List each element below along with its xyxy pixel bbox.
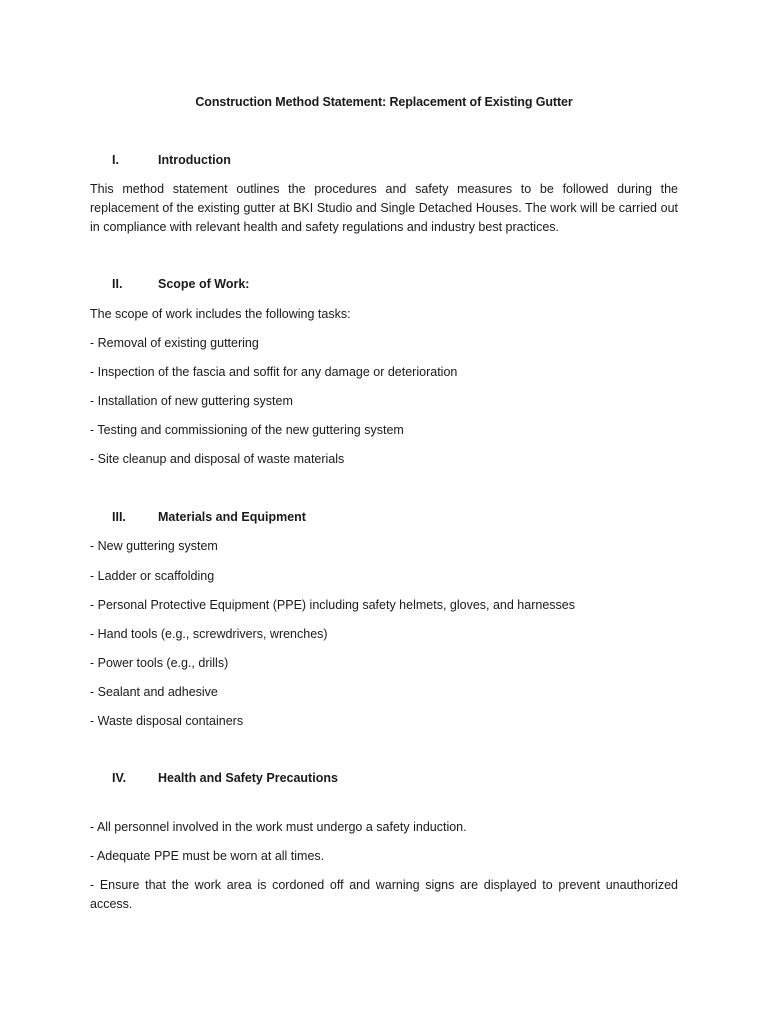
list-item: - New guttering system <box>90 539 218 553</box>
section-heading-introduction <box>112 151 231 169</box>
document-title: Construction Method Statement: Replacement of Existing Gutter <box>195 95 573 109</box>
list-item: - Ladder or scaffolding <box>90 569 215 583</box>
section-heading-materials <box>112 508 306 526</box>
section-heading-scope <box>112 275 249 293</box>
list-item: - Hand tools (e.g., screwdrivers, wrenches) <box>90 627 328 641</box>
list-item: - Adequate PPE must be worn at all times. <box>90 849 325 863</box>
list-item: - All personnel involved in the work must undergo a safety induction. <box>90 820 467 834</box>
section-number: II. <box>112 277 123 291</box>
introduction-paragraph: This method statement outlines the procedures and safety measures to be followed during the replacement of the existing gutter at BKI Studio and Single Detached Houses. The work will be carried out in compliance with relevant health and safety regulations and industry best practices. <box>90 182 678 234</box>
list-item: - Site cleanup and disposal of waste materials <box>90 452 345 466</box>
section-title: Introduction <box>158 153 231 167</box>
section-number: IV. <box>112 771 127 785</box>
section-number: III. <box>112 510 126 524</box>
section-title: Scope of Work: <box>158 277 250 291</box>
list-item: - Personal Protective Equipment (PPE) including safety helmets, gloves, and harnesses <box>90 598 575 612</box>
list-item: - Inspection of the fascia and soffit for any damage or deterioration <box>90 365 458 379</box>
list-item: - Testing and commissioning of the new guttering system <box>90 423 404 437</box>
list-item: - Sealant and adhesive <box>90 685 218 699</box>
scope-intro: The scope of work includes the following tasks: <box>90 307 351 321</box>
list-item: - Installation of new guttering system <box>90 394 293 408</box>
section-title: Materials and Equipment <box>158 510 306 524</box>
list-item: - Waste disposal containers <box>90 714 244 728</box>
section-title: Health and Safety Precautions <box>158 771 338 785</box>
list-item: - Removal of existing guttering <box>90 336 259 350</box>
list-item: - Power tools (e.g., drills) <box>90 656 229 670</box>
section-number: I. <box>112 153 119 167</box>
section-heading-health-safety <box>112 769 338 787</box>
list-item: - Ensure that the work area is cordoned off and warning signs are displayed to prevent unauthorized access. <box>90 878 678 911</box>
